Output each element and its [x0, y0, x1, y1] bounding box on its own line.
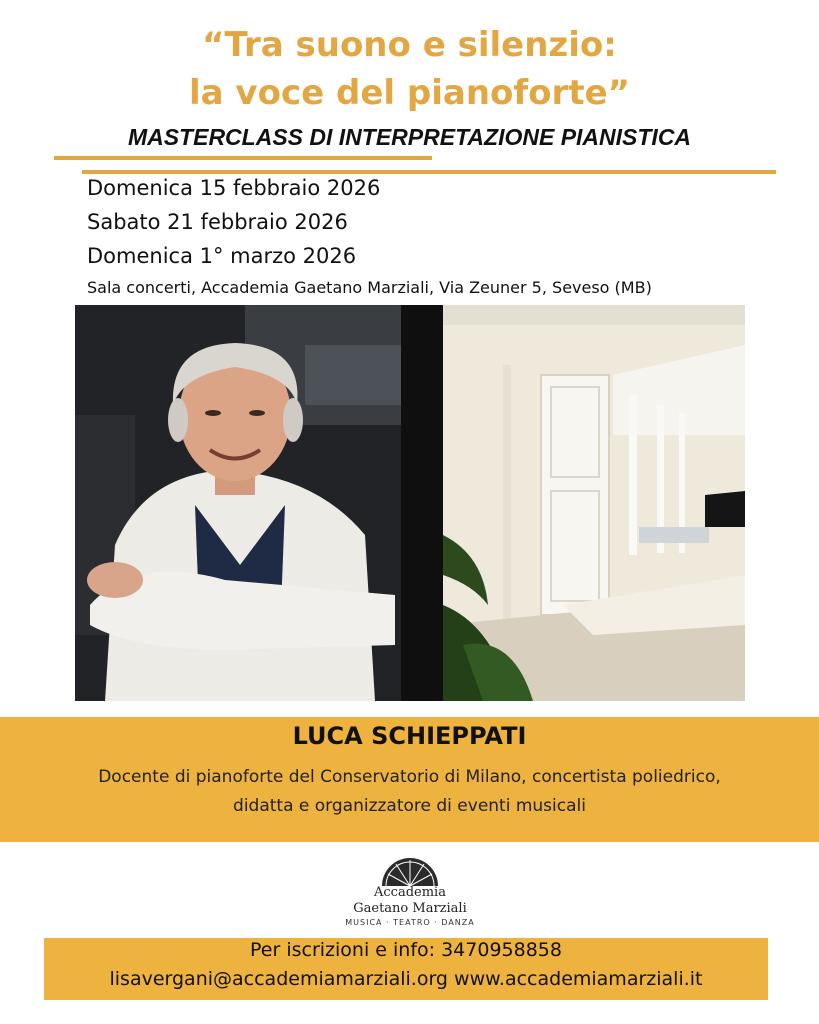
date-1: Domenica 15 febbraio 2026 [87, 176, 381, 200]
teacher-description-line-1: Docente di pianoforte del Conservatorio di Milano, concertista poliedrico, [98, 767, 721, 787]
date-2: Sabato 21 febbraio 2026 [87, 210, 348, 234]
date-3: Domenica 1° marzo 2026 [87, 244, 357, 268]
contact-phone: Per iscrizioni e info: 3470958858 [250, 939, 562, 961]
subtitle: MASTERCLASS DI INTERPRETAZIONE PIANISTICA [127, 124, 692, 150]
title-line-2: la voce del pianoforte” [189, 73, 630, 113]
venue: Sala concerti, Accademia Gaetano Marziali, Via Zeuner 5, Seveso (MB) [87, 278, 652, 297]
teacher-description [0, 763, 819, 821]
logo-text-line-3: MUSICA · TEATRO · DANZA [345, 918, 475, 927]
concert-hall-photo [443, 305, 745, 701]
divider-rule-upper [54, 156, 432, 160]
contact-email-website[interactable]: lisavergani@accademiamarziali.org www.accademiamarziali.it [109, 968, 703, 990]
teacher-name: LUCA SCHIEPPATI [292, 722, 527, 750]
photo-divider [401, 305, 443, 701]
title-line-1: “Tra suono e silenzio: [202, 25, 617, 65]
divider-rule-lower [82, 170, 776, 174]
logo-text-line-1: Accademia [374, 885, 446, 900]
portrait-photo [75, 305, 401, 701]
teacher-description-line-2: didatta e organizzatore di eventi musicali [233, 796, 586, 816]
logo-text-line-2: Gaetano Marziali [353, 901, 467, 916]
